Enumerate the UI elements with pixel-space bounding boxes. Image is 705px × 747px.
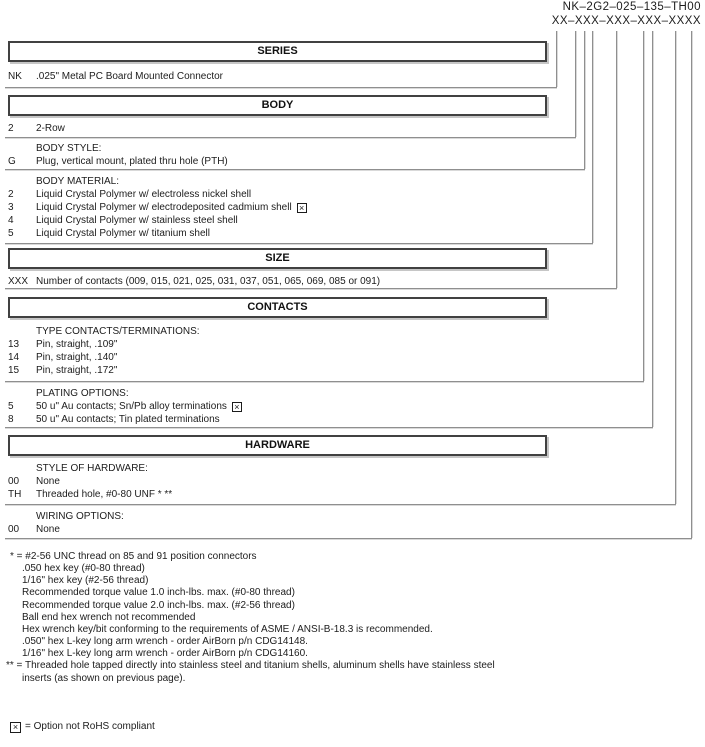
section-header-hardware: HARDWARE	[8, 435, 547, 456]
rule-wiring	[5, 538, 692, 539]
option-desc: 50 u" Au contacts; Sn/Pb alloy terminations	[36, 401, 227, 412]
group-label-wiring: WIRING OPTIONS:	[36, 511, 124, 522]
option-code: 3	[8, 202, 14, 213]
group-label-contact-type: TYPE CONTACTS/TERMINATIONS:	[36, 326, 200, 337]
option-desc: 50 u" Au contacts; Tin plated terminations	[36, 414, 220, 425]
section-header-series: SERIES	[8, 41, 547, 62]
option-desc: Liquid Crystal Polymer w/ electroless nickel shell	[36, 189, 252, 200]
not-rohs-icon: ×	[10, 722, 21, 733]
option-row-material-3	[0, 202, 307, 214]
option-code: 4	[8, 215, 14, 226]
rule-hardware-style	[5, 504, 676, 505]
rule-body-material	[5, 243, 593, 244]
option-row-wiring-00	[0, 524, 60, 536]
option-desc: Pin, straight, .109"	[36, 339, 118, 350]
footnote-line: 1/16" hex L-key long arm wrench - order AirBorn p/n CDG14160.	[22, 648, 308, 660]
option-row-series-nk	[0, 71, 223, 83]
option-row-hardware-00	[0, 476, 60, 488]
option-row-body-2row	[0, 123, 65, 135]
option-row-contact-15	[0, 365, 117, 377]
footnote-line: Recommended torque value 2.0 inch-lbs. max. (#2-56 thread)	[22, 599, 295, 611]
option-row-body-style-g	[0, 156, 228, 168]
section-header-size: SIZE	[8, 248, 547, 269]
option-code: NK	[8, 71, 22, 82]
not-rohs-icon: ×	[297, 203, 307, 213]
option-row-plating-8	[0, 414, 220, 426]
rule-body-row	[5, 137, 576, 138]
leader-line-size	[616, 31, 617, 288]
option-code: TH	[8, 489, 22, 500]
leader-line-plating	[652, 31, 653, 427]
group-label-body-material: BODY MATERIAL:	[36, 176, 119, 187]
option-row-contact-13	[0, 339, 117, 351]
rule-size	[5, 288, 617, 289]
option-code: 14	[8, 352, 20, 363]
footnote-line: .050 hex key (#0-80 thread)	[22, 563, 145, 575]
option-desc: Threaded hole, #0-80 UNF * **	[36, 489, 173, 500]
rule-series	[5, 87, 557, 88]
option-desc: Liquid Crystal Polymer w/ titanium shell	[36, 228, 210, 239]
group-label-plating: PLATING OPTIONS:	[36, 388, 129, 399]
leader-line-body-style	[584, 31, 585, 169]
option-desc: Number of contacts (009, 015, 021, 025, 031, 037, 051, 065, 069, 085 or 091)	[36, 276, 381, 287]
option-desc: None	[36, 524, 60, 535]
section-header-contacts: CONTACTS	[8, 297, 547, 318]
option-desc: Plug, vertical mount, plated thru hole (PTH)	[36, 156, 228, 167]
option-code: XXX	[8, 276, 29, 287]
option-desc: Pin, straight, .172"	[36, 365, 118, 376]
leader-line-contact-type	[643, 31, 644, 381]
section-header-body: BODY	[8, 95, 547, 116]
option-code: 2	[8, 189, 14, 200]
option-row-material-2	[0, 189, 251, 201]
option-code: 5	[8, 228, 14, 239]
group-label-body-style: BODY STYLE:	[36, 143, 102, 154]
footnote-line: * = #2-56 UNC thread on 85 and 91 position connectors	[10, 551, 257, 562]
option-row-size-xxx	[0, 276, 380, 288]
option-code: 00	[8, 524, 20, 535]
option-desc: .025" Metal PC Board Mounted Connector	[36, 71, 223, 82]
option-code: 13	[8, 339, 20, 350]
option-desc: 2-Row	[36, 123, 65, 134]
option-desc: None	[36, 476, 60, 487]
option-code: 00	[8, 476, 20, 487]
not-rohs-icon: ×	[232, 402, 242, 412]
rule-plating	[5, 427, 653, 428]
footnote-line: Recommended torque value 1.0 inch-lbs. max. (#0-80 thread)	[22, 587, 295, 599]
option-code: 5	[8, 401, 14, 412]
rohs-legend	[10, 721, 155, 733]
part-number-example: NK–2G2–025–135–TH00	[562, 1, 701, 13]
option-code: G	[8, 156, 16, 167]
part-number-mask: XX–XXX–XXX–XXX–XXXX	[551, 15, 701, 27]
option-row-plating-5	[0, 401, 242, 413]
option-code: 15	[8, 365, 20, 376]
rohs-legend-text: = Option not RoHS compliant	[25, 721, 155, 732]
rule-contact-type	[5, 381, 644, 382]
option-desc: Pin, straight, .140"	[36, 352, 118, 363]
option-desc: Liquid Crystal Polymer w/ stainless steel shell	[36, 215, 238, 226]
option-code: 8	[8, 414, 14, 425]
footnotes-block	[6, 551, 495, 685]
leader-line-hardware-style	[675, 31, 676, 504]
option-row-material-4	[0, 215, 238, 227]
option-code: 2	[8, 123, 14, 134]
leader-line-series	[556, 31, 557, 87]
rule-body-style	[5, 169, 585, 170]
footnote-line: inserts (as shown on previous page).	[22, 672, 186, 684]
group-label-hardware-style: STYLE OF HARDWARE:	[36, 463, 148, 474]
footnote-line: .050" hex L-key long arm wrench - order AirBorn p/n CDG14148.	[22, 636, 308, 648]
footnote-line: 1/16" hex key (#2-56 thread)	[22, 575, 149, 587]
option-row-hardware-th	[0, 489, 172, 501]
option-row-contact-14	[0, 352, 117, 364]
leader-line-wiring	[691, 31, 692, 538]
footnote-line: Hex wrench key/bit conforming to the requirements of ASME / ANSI-B-18.3 is recommended.	[22, 623, 433, 635]
footnote-line: Ball end hex wrench not recommended	[22, 611, 196, 623]
option-desc: Liquid Crystal Polymer w/ electrodeposited cadmium shell	[36, 202, 292, 213]
leader-line-body-row	[575, 31, 576, 137]
footnote-line: ** = Threaded hole tapped directly into stainless steel and titanium shells, aluminum shells have stainless steel	[6, 660, 495, 672]
option-row-material-5	[0, 228, 210, 240]
leader-line-body-material	[592, 31, 593, 243]
